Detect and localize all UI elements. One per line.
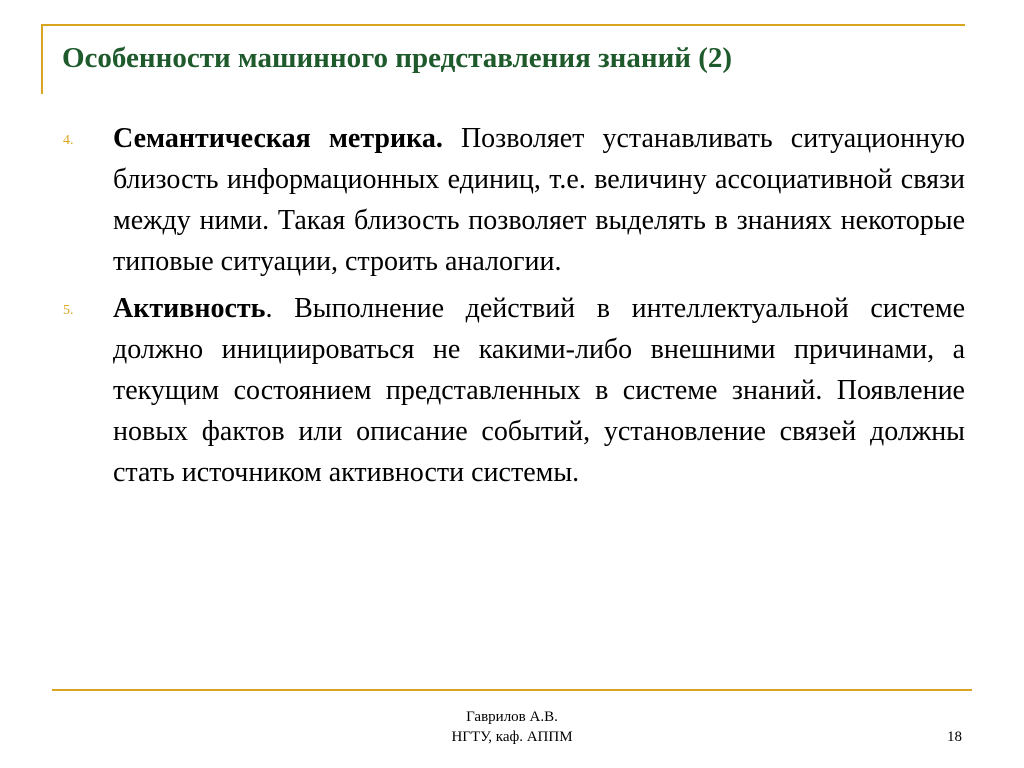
list-item-number: 5. [63, 303, 74, 318]
footer-author: Гаврилов А.В. [466, 709, 558, 725]
title-top-rule [41, 24, 965, 26]
list-item-text [113, 118, 965, 282]
footer-rule [52, 689, 972, 691]
list-item-term: Семантическая метрика. [113, 123, 443, 154]
list-item-text [113, 288, 965, 493]
slide-title: Особенности машинного представления знаний (2) [62, 42, 733, 74]
footer-organization: НГТУ, каф. АППМ [451, 729, 573, 745]
list-item-body: Позволяет устанавливать ситуационную близость информационных единиц, т.е. величину ассоциативной связи между ними. Такая близость позволяет выделять в знаниях некоторые типовые ситуации, строить аналогии. [113, 123, 965, 277]
list-item-number: 4. [63, 133, 74, 148]
title-left-rule [41, 24, 43, 94]
list-item-semantic-metric [0, 118, 1024, 282]
list-item-activity [0, 288, 1024, 493]
list-item-term: Активность [113, 293, 266, 324]
page-number: 18 [947, 729, 962, 745]
numbered-list [0, 118, 1024, 499]
list-item-body: . Выполнение действий в интеллектуальной системе должно инициироваться не какими-либо внешними причинами, а текущим состоянием представленных в системе знаний. Появление новых фактов или описание событий, установление связей должны стать источником активности системы. [113, 293, 965, 488]
